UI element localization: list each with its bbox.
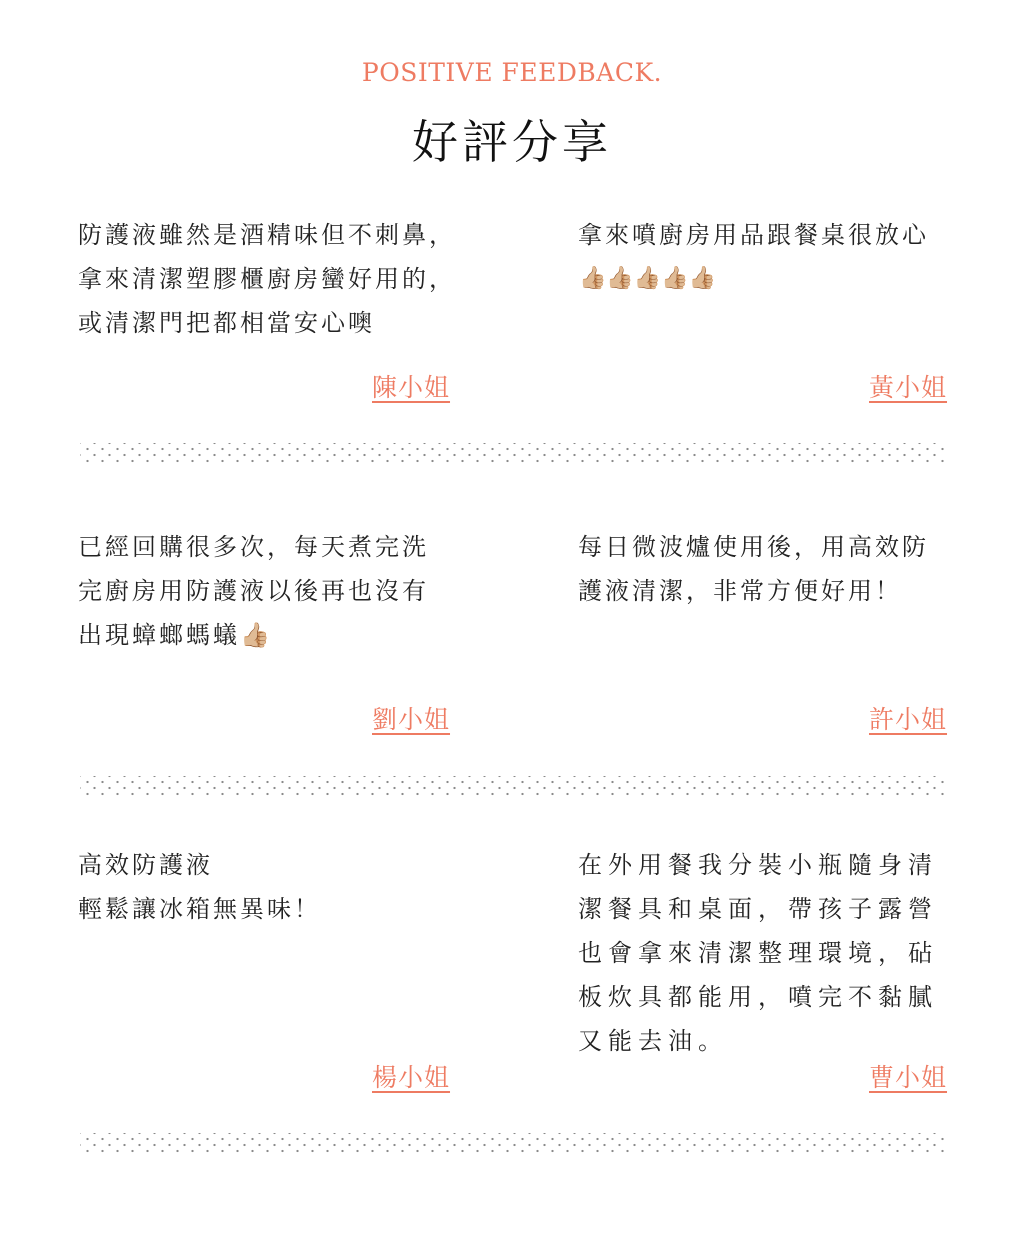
author-link-tsao[interactable]: 曹小姐 (869, 1063, 948, 1092)
review-line: 完廚房用防護液以後再也沒有 (78, 577, 429, 605)
dotted-divider (80, 1133, 944, 1153)
review-line: 板炊具都能用，噴完不黏膩 (578, 983, 938, 1011)
review-line: 出現蟑螂螞蟻👍🏼 (78, 621, 273, 649)
author-link-yang[interactable]: 楊小姐 (372, 1063, 451, 1092)
review-text-hsu (578, 525, 958, 613)
author-link-chen[interactable]: 陳小姐 (372, 373, 451, 402)
review-line: 或清潔門把都相當安心噢 (78, 309, 375, 337)
review-text-tsao (578, 843, 958, 1063)
review-line: 已經回購很多次，每天煮完洗 (78, 533, 429, 561)
review-line: 高效防護液 (78, 851, 213, 879)
dotted-divider (80, 776, 944, 796)
review-line: 拿來清潔塑膠櫃廚房蠻好用的， (78, 265, 456, 293)
review-line: 又能去油。 (578, 1027, 728, 1055)
author-link-liu[interactable]: 劉小姐 (372, 705, 451, 734)
review-line: 每日微波爐使用後，用高效防 (578, 533, 929, 561)
review-line: 防護液雖然是酒精味但不刺鼻， (78, 221, 456, 249)
review-line: 潔餐具和桌面，帶孩子露營 (578, 895, 938, 923)
review-text-huang (578, 213, 958, 301)
review-text-yang (78, 843, 458, 931)
review-line: 輕鬆讓冰箱無異味！ (78, 895, 321, 923)
thumbs-up-icon: 👍🏼👍🏼👍🏼👍🏼👍🏼 (579, 266, 716, 291)
eyebrow-label: POSITIVE FEEDBACK. (361, 58, 663, 87)
review-text-chen (78, 213, 458, 345)
review-line: 也會拿來清潔整理環境，砧 (578, 939, 938, 967)
page-title: 好評分享 (412, 115, 612, 169)
author-link-huang[interactable]: 黃小姐 (869, 373, 948, 402)
review-line: 在外用餐我分裝小瓶隨身清 (578, 851, 938, 879)
review-text-liu (78, 525, 458, 657)
dotted-divider (80, 443, 944, 463)
review-line: 護液清潔，非常方便好用！ (578, 577, 902, 605)
review-line: 拿來噴廚房用品跟餐桌很放心 (578, 221, 929, 249)
author-link-hsu[interactable]: 許小姐 (869, 705, 948, 734)
